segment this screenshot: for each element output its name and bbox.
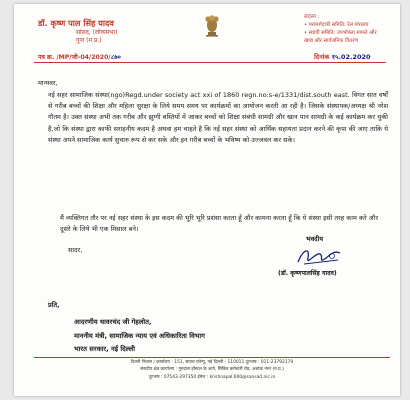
recipient-address <box>74 316 205 357</box>
signature-icon <box>294 244 346 268</box>
sender-post: सांसद, (लोकसभा) <box>76 29 118 36</box>
footer-divider <box>34 357 390 358</box>
reference-number <box>38 52 120 61</box>
body-paragraph-1: नई सहर सामाजिक संस्था(ngo)Regd.under society act xxi of 1860 regn.no:s-e/1331/dist.south east. विगत सात वर्षों से गरीब बच्चों की शिक्षा और महिला सुरक्षा के लिये समय समय पर कार्यक्रमों का आयोजन करती आ रही है। जिसके संस्थापक/अध्यक्ष श्री नरेश गौतम है। उक्त संस्था अभी तक गरीब और झुग्गी बस्तियों में जाकर बच्चों को शिक्षा संबंधी सामग्री और खान पान सामग्री के कई कार्यक्रम कर चुकी है,जो कि संस्था द्वारा काफी सराहनीय कदम है अथवा हम चाहते है कि नई सहर संस्था को आर्थिक सहायता प्रदान करने की कृपा की जाए ताकि ये संस्था अपने सामाजिक कार्य सुचारु रूप से कर सके और इन गरीब बच्चों के भविष्य को उज्जवल कर सके। <box>48 91 388 144</box>
letterhead-sender <box>38 18 178 45</box>
footer-line-1: दिल्ली निवास / कार्यालय : 151, साउथ एवेन्यू, नई दिल्ली - 110011 दूरभाष : 011-23792179 <box>130 360 294 365</box>
letterhead-committees <box>304 14 398 45</box>
ref-number: /MP/जी-04/2020/ <box>56 54 111 61</box>
to-label: प्रति, <box>48 301 60 309</box>
footer-line-3: दूरभाष : 07543-297350 ईमेल : krishnapal.600@sansad.nic.in <box>148 374 276 380</box>
national-emblem-icon <box>202 12 222 38</box>
date-value: १५.02.2020 <box>331 53 371 61</box>
sender-name: डॉ. कृष्ण पाल सिंह यादव <box>38 18 114 28</box>
committee-line-2: • स्थायी समिति: उपभोक्ता मामले और <box>304 30 377 36</box>
committee-line-1: • परामर्शदात्री समिति: रेल मंत्रालय <box>304 22 369 28</box>
header-divider <box>34 62 386 63</box>
body-paragraph-2: मैं व्यक्तिगत तौर पर नई सहर संस्था के इस कदम की भूरि भूरि प्रशंसा करता हूँ और कामना करता हूँ कि ये संस्था इसी तरह काम करे और दूसरे के लिये भी एक मिसाल बने। <box>60 214 378 234</box>
recipient-line-2: माननीय मंत्री, सामाजिक न्याय एवं अधिकारिता विभाग <box>74 331 205 340</box>
signer-name: (डॉ. कृष्णपालसिंह यादव) <box>278 270 337 277</box>
recipient-line-3: भारत सरकार, नई दिल्ली <box>74 345 135 353</box>
closing: सादर, <box>68 246 83 254</box>
footer-line-2: संसदीय क्षेत्र कार्यालय : गुरुदास हॉस्टल के आगे, सिविल कर्मचारी रोड, अशोक नगर (म.प्र.) <box>140 367 284 373</box>
committee-line-3: खाद्य और सार्वजनिक वितरण <box>304 38 359 44</box>
ref-label: पत्र क्र. <box>38 54 55 61</box>
recipient-line-1: आदरणीय थावरचंद जी गेहलोत, <box>74 318 152 326</box>
salutation: मान्यवर, <box>38 79 58 87</box>
committee-label: सदस्य : <box>304 14 320 20</box>
ref-handwritten: ८७० <box>110 54 121 61</box>
yours-faithfully: भवदीय <box>306 235 324 243</box>
date-label: दिनांक <box>314 53 330 61</box>
letter-page <box>14 4 400 396</box>
sender-constituency: गुना (म.प्र.) <box>76 37 102 44</box>
letterhead-footer <box>34 357 390 381</box>
letter-date <box>314 52 371 61</box>
